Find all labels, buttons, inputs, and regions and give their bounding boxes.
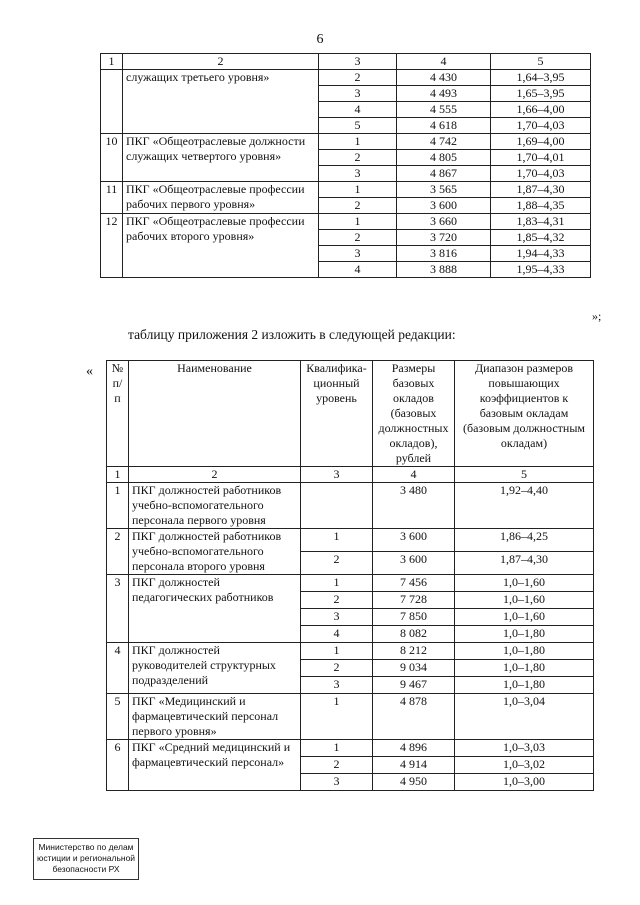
column-number-row — [107, 467, 594, 483]
coefficient-range-cell: 1,70–4,01 — [491, 150, 591, 166]
column-number-cell: 5 — [455, 467, 594, 483]
row-number-cell: 12 — [101, 214, 123, 278]
column-number-row — [101, 54, 591, 70]
level-cell — [301, 483, 373, 529]
coefficient-range-cell: 1,0–3,00 — [455, 774, 594, 791]
salary-cell: 4 493 — [397, 86, 491, 102]
level-cell: 3 — [319, 166, 397, 182]
level-cell: 1 — [319, 214, 397, 230]
column-number-cell: 5 — [491, 54, 591, 70]
salary-cell: 4 805 — [397, 150, 491, 166]
level-cell: 1 — [319, 182, 397, 198]
coefficient-range-cell: 1,86–4,25 — [455, 529, 594, 552]
coefficient-range-cell: 1,95–4,33 — [491, 262, 591, 278]
table-row — [107, 740, 594, 757]
table-row — [107, 529, 594, 552]
stamp-line: безопасности РХ — [52, 864, 120, 874]
salary-cell: 4 742 — [397, 134, 491, 150]
level-cell: 2 — [319, 150, 397, 166]
salary-cell: 9 034 — [373, 660, 455, 677]
table-row — [107, 575, 594, 592]
column-number-cell: 1 — [107, 467, 129, 483]
stamp-line: Министерство по делам — [38, 842, 134, 852]
salary-cell: 4 555 — [397, 102, 491, 118]
group-name-cell: ПКГ «Медицинский и фармацевтический персонал первого уровня» — [129, 694, 301, 740]
level-cell: 1 — [301, 575, 373, 592]
level-cell: 3 — [319, 86, 397, 102]
table-row — [101, 70, 591, 86]
level-cell: 3 — [319, 246, 397, 262]
column-number-cell: 1 — [101, 54, 123, 70]
coefficient-range-cell: 1,0–1,80 — [455, 660, 594, 677]
group-name-cell: ПКГ должностей педагогических работников — [129, 575, 301, 643]
salary-cell: 3 816 — [397, 246, 491, 262]
salary-cell: 3 600 — [373, 552, 455, 575]
salary-cell: 3 600 — [397, 198, 491, 214]
header-cell: Диапазон размеров повышающих коэффициентов к базовым окладам (базовым должностным окладам) — [455, 361, 594, 467]
stamp-line: юстиции и региональной — [36, 853, 136, 863]
group-name-cell: ПКГ должностей работников учебно-вспомогательного персонала первого уровня — [129, 483, 301, 529]
salary-cell: 3 565 — [397, 182, 491, 198]
coefficient-range-cell: 1,65–3,95 — [491, 86, 591, 102]
table-row — [101, 182, 591, 198]
coefficient-range-cell: 1,0–1,80 — [455, 626, 594, 643]
header-cell: Размеры базовых окладов (базовых должностных окладов), рублей — [373, 361, 455, 467]
salary-cell: 7 728 — [373, 592, 455, 609]
level-cell: 1 — [301, 529, 373, 552]
coefficient-range-cell: 1,70–4,03 — [491, 118, 591, 134]
row-number-cell — [101, 70, 123, 134]
level-cell: 2 — [301, 757, 373, 774]
level-cell: 2 — [301, 660, 373, 677]
salary-cell: 4 950 — [373, 774, 455, 791]
coefficient-range-cell: 1,87–4,30 — [491, 182, 591, 198]
salary-cell: 3 480 — [373, 483, 455, 529]
coefficient-range-cell: 1,88–4,35 — [491, 198, 591, 214]
level-cell: 3 — [301, 609, 373, 626]
level-cell: 2 — [301, 552, 373, 575]
coefficient-range-cell: 1,94–4,33 — [491, 246, 591, 262]
coefficient-range-cell: 1,0–1,80 — [455, 677, 594, 694]
level-cell: 5 — [319, 118, 397, 134]
coefficient-range-cell: 1,0–1,80 — [455, 643, 594, 660]
salary-cell: 3 660 — [397, 214, 491, 230]
coefficient-range-cell: 1,85–4,32 — [491, 230, 591, 246]
row-number-cell: 6 — [107, 740, 129, 791]
coefficient-range-cell: 1,66–4,00 — [491, 102, 591, 118]
row-number-cell: 3 — [107, 575, 129, 643]
level-cell: 1 — [319, 134, 397, 150]
salary-cell: 4 867 — [397, 166, 491, 182]
level-cell: 1 — [301, 694, 373, 740]
column-number-cell: 3 — [301, 467, 373, 483]
column-number-cell: 2 — [129, 467, 301, 483]
salary-cell: 4 896 — [373, 740, 455, 757]
level-cell: 1 — [301, 740, 373, 757]
level-cell: 3 — [301, 774, 373, 791]
row-number-cell: 5 — [107, 694, 129, 740]
group-name-cell: служащих третьего уровня» — [123, 70, 319, 134]
column-number-cell: 4 — [397, 54, 491, 70]
table-row — [101, 134, 591, 150]
salary-cell: 4 430 — [397, 70, 491, 86]
salary-cell: 7 850 — [373, 609, 455, 626]
row-number-cell: 1 — [107, 483, 129, 529]
coefficient-range-cell: 1,69–4,00 — [491, 134, 591, 150]
table-row — [107, 694, 594, 740]
coefficient-range-cell: 1,0–3,04 — [455, 694, 594, 740]
group-name-cell: ПКГ должностей руководителей структурных подразделений — [129, 643, 301, 694]
header-cell: Квалифика-ционный уровень — [301, 361, 373, 467]
coefficient-range-cell: 1,0–1,60 — [455, 592, 594, 609]
coefficient-range-cell: 1,0–3,03 — [455, 740, 594, 757]
salary-cell: 8 082 — [373, 626, 455, 643]
column-number-cell: 3 — [319, 54, 397, 70]
coefficient-range-cell: 1,87–4,30 — [455, 552, 594, 575]
header-row — [107, 361, 594, 467]
table-row — [101, 214, 591, 230]
salary-cell: 3 720 — [397, 230, 491, 246]
salary-cell: 3 888 — [397, 262, 491, 278]
salary-cell: 8 212 — [373, 643, 455, 660]
level-cell: 2 — [301, 592, 373, 609]
table-continued — [100, 53, 591, 278]
salary-cell: 4 914 — [373, 757, 455, 774]
column-number-cell: 4 — [373, 467, 455, 483]
salary-cell: 7 456 — [373, 575, 455, 592]
column-number-cell: 2 — [123, 54, 319, 70]
group-name-cell: ПКГ «Общеотраслевые профессии рабочих первого уровня» — [123, 182, 319, 214]
ministry-stamp — [33, 838, 139, 880]
salary-cell: 4 618 — [397, 118, 491, 134]
header-cell: Наименование — [129, 361, 301, 467]
row-number-cell: 4 — [107, 643, 129, 694]
level-cell: 1 — [301, 643, 373, 660]
level-cell: 4 — [301, 626, 373, 643]
group-name-cell: ПКГ «Общеотраслевые профессии рабочих второго уровня» — [123, 214, 319, 278]
group-name-cell: ПКГ «Общеотраслевые должности служащих четвертого уровня» — [123, 134, 319, 182]
group-name-cell: ПКГ «Средний медицинский и фармацевтический персонал» — [129, 740, 301, 791]
level-cell: 4 — [319, 262, 397, 278]
salary-cell: 9 467 — [373, 677, 455, 694]
level-cell: 3 — [301, 677, 373, 694]
coefficient-range-cell: 1,0–3,02 — [455, 757, 594, 774]
coefficient-range-cell: 1,64–3,95 — [491, 70, 591, 86]
level-cell: 4 — [319, 102, 397, 118]
row-number-cell: 2 — [107, 529, 129, 575]
level-cell: 2 — [319, 230, 397, 246]
row-number-cell: 11 — [101, 182, 123, 214]
level-cell: 2 — [319, 70, 397, 86]
coefficient-range-cell: 1,70–4,03 — [491, 166, 591, 182]
level-cell: 2 — [319, 198, 397, 214]
coefficient-range-cell: 1,92–4,40 — [455, 483, 594, 529]
salary-cell: 4 878 — [373, 694, 455, 740]
page-number: 6 — [316, 32, 324, 47]
coefficient-range-cell: 1,83–4,31 — [491, 214, 591, 230]
salary-cell: 3 600 — [373, 529, 455, 552]
group-name-cell: ПКГ должностей работников учебно-вспомогательного персонала второго уровня — [129, 529, 301, 575]
intro-text: таблицу приложения 2 изложить в следующей редакции: — [128, 327, 456, 342]
table-row — [107, 483, 594, 529]
closing-quote: »; — [592, 309, 602, 323]
row-number-cell: 10 — [101, 134, 123, 182]
header-cell: № п/п — [107, 361, 129, 467]
coefficient-range-cell: 1,0–1,60 — [455, 575, 594, 592]
table-appendix-2 — [106, 360, 594, 791]
opening-quote: « — [86, 364, 93, 379]
coefficient-range-cell: 1,0–1,60 — [455, 609, 594, 626]
table-row — [107, 643, 594, 660]
